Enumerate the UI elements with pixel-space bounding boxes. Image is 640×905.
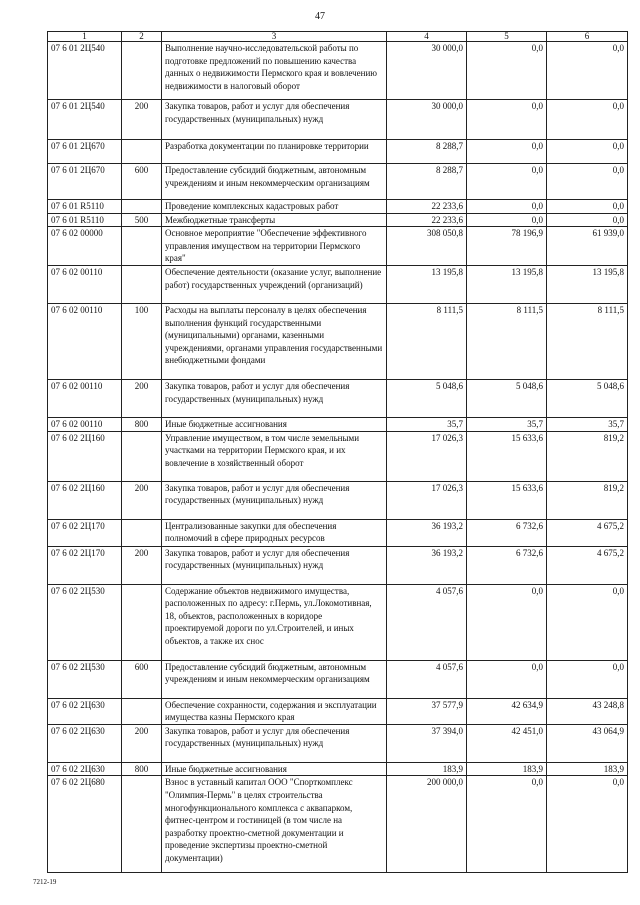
table-row [48, 200, 628, 214]
row-value-col6: 61 939,0 [547, 227, 628, 266]
table-row [48, 140, 628, 164]
row-code: 07 6 01 2Ц670 [48, 164, 122, 200]
table-row [48, 213, 628, 227]
row-value-col4: 4 057,6 [387, 660, 467, 698]
row-expense-type [122, 265, 162, 303]
table-row [48, 481, 628, 519]
row-code: 07 6 01 2Ц670 [48, 140, 122, 164]
table-row [48, 417, 628, 431]
row-name: Иные бюджетные ассигнования [162, 417, 387, 431]
row-name: Взнос в уставный капитал ООО "Спорткомплекс "Олимпия-Пермь" в целях строительства многофункционального комплекса с аквапарком, фитнес-центром и гостиницей (в том числе на разработку проектно-сметной документации и проведение экспертизы проектно-сметной документации) [162, 776, 387, 873]
row-value-col4: 22 233,6 [387, 200, 467, 214]
row-expense-type: 200 [122, 481, 162, 519]
row-value-col4: 183,9 [387, 762, 467, 776]
table-row [48, 762, 628, 776]
row-expense-type: 600 [122, 164, 162, 200]
row-value-col5: 78 196,9 [467, 227, 547, 266]
row-code: 07 6 02 2Ц160 [48, 431, 122, 481]
row-code: 07 6 02 2Ц160 [48, 481, 122, 519]
row-code: 07 6 02 2Ц530 [48, 660, 122, 698]
row-code: 07 6 02 00110 [48, 265, 122, 303]
row-value-col4: 22 233,6 [387, 213, 467, 227]
row-value-col4: 37 577,9 [387, 698, 467, 724]
row-name: Межбюджетные трансферты [162, 213, 387, 227]
row-name: Предоставление субсидий бюджетным, автономным учреждениям и иным некоммерческим организациям [162, 164, 387, 200]
row-value-col5: 0,0 [467, 584, 547, 660]
row-expense-type: 800 [122, 762, 162, 776]
row-code: 07 6 01 2Ц540 [48, 100, 122, 140]
row-name: Выполнение научно-исследовательской работы по подготовке предложений по повышению качества данных о недвижимости Пермского края и вовлечению недвижимости в налоговый оборот [162, 42, 387, 100]
row-value-col5: 0,0 [467, 200, 547, 214]
row-name: Основное мероприятие "Обеспечение эффективного управления имуществом на территории Пермского края" [162, 227, 387, 266]
row-expense-type: 200 [122, 724, 162, 762]
row-expense-type: 800 [122, 417, 162, 431]
row-name: Разработка документации по планировке территории [162, 140, 387, 164]
row-value-col4: 30 000,0 [387, 100, 467, 140]
row-expense-type: 600 [122, 660, 162, 698]
row-value-col5: 15 633,6 [467, 431, 547, 481]
row-value-col6: 4 675,2 [547, 519, 628, 546]
row-value-col6: 0,0 [547, 776, 628, 873]
row-name: Централизованные закупки для обеспечения полномочий в сфере природных ресурсов [162, 519, 387, 546]
row-expense-type [122, 42, 162, 100]
row-code: 07 6 01 2Ц540 [48, 42, 122, 100]
row-value-col4: 17 026,3 [387, 431, 467, 481]
row-value-col4: 35,7 [387, 417, 467, 431]
row-name: Расходы на выплаты персоналу в целях обеспечения выполнения функций государственными (муниципальными) органами, казенными учреждениями, органами управления государственными внебюджетными фондами [162, 303, 387, 379]
page-number: 47 [315, 11, 325, 22]
row-expense-type [122, 140, 162, 164]
row-value-col4: 308 050,8 [387, 227, 467, 266]
row-value-col6: 819,2 [547, 481, 628, 519]
row-expense-type: 200 [122, 100, 162, 140]
row-name: Содержание объектов недвижимого имущества, расположенных по адресу: г.Пермь, ул.Локомотивная, 18, объектов, расположенных в коридоре проектируемой дороги по ул.Строителей, и иных объектов, а также их снос [162, 584, 387, 660]
header-col-5: 5 [467, 32, 547, 42]
row-value-col6: 183,9 [547, 762, 628, 776]
row-name: Иные бюджетные ассигнования [162, 762, 387, 776]
row-expense-type: 200 [122, 546, 162, 584]
row-expense-type [122, 200, 162, 214]
table-row [48, 42, 628, 100]
row-value-col5: 35,7 [467, 417, 547, 431]
row-code: 07 6 02 2Ц170 [48, 519, 122, 546]
row-value-col5: 6 732,6 [467, 519, 547, 546]
table-row [48, 519, 628, 546]
header-col-6: 6 [547, 32, 628, 42]
row-value-col6: 5 048,6 [547, 379, 628, 417]
row-name: Управление имуществом, в том числе земельными участками на территории Пермского края, и их вовлечение в хозяйственный оборот [162, 431, 387, 481]
row-value-col4: 8 288,7 [387, 140, 467, 164]
row-value-col4: 36 193,2 [387, 519, 467, 546]
row-expense-type: 200 [122, 379, 162, 417]
row-value-col6: 0,0 [547, 140, 628, 164]
row-value-col5: 8 111,5 [467, 303, 547, 379]
row-value-col4: 4 057,6 [387, 584, 467, 660]
row-value-col6: 8 111,5 [547, 303, 628, 379]
document-code: 7212-19 [33, 878, 57, 886]
header-row [48, 32, 628, 42]
row-expense-type: 100 [122, 303, 162, 379]
row-value-col5: 0,0 [467, 100, 547, 140]
table-row [48, 379, 628, 417]
row-value-col4: 30 000,0 [387, 42, 467, 100]
row-value-col5: 0,0 [467, 776, 547, 873]
row-expense-type [122, 584, 162, 660]
row-value-col6: 43 248,8 [547, 698, 628, 724]
row-value-col4: 13 195,8 [387, 265, 467, 303]
row-name: Закупка товаров, работ и услуг для обеспечения государственных (муниципальных) нужд [162, 724, 387, 762]
row-value-col5: 0,0 [467, 42, 547, 100]
table-row [48, 584, 628, 660]
row-name: Обеспечение деятельности (оказание услуг, выполнение работ) государственных учреждений (организаций) [162, 265, 387, 303]
row-code: 07 6 02 00110 [48, 379, 122, 417]
row-value-col4: 17 026,3 [387, 481, 467, 519]
header-col-1: 1 [48, 32, 122, 42]
row-value-col5: 0,0 [467, 660, 547, 698]
row-code: 07 6 02 2Ц170 [48, 546, 122, 584]
row-code: 07 6 02 2Ц630 [48, 762, 122, 776]
row-value-col6: 4 675,2 [547, 546, 628, 584]
row-value-col4: 37 394,0 [387, 724, 467, 762]
table-row [48, 660, 628, 698]
table-row [48, 164, 628, 200]
row-value-col6: 0,0 [547, 584, 628, 660]
header-col-3: 3 [162, 32, 387, 42]
row-expense-type [122, 519, 162, 546]
table-row [48, 265, 628, 303]
table-row [48, 546, 628, 584]
row-value-col6: 35,7 [547, 417, 628, 431]
row-name: Закупка товаров, работ и услуг для обеспечения государственных (муниципальных) нужд [162, 481, 387, 519]
row-name: Проведение комплексных кадастровых работ [162, 200, 387, 214]
row-code: 07 6 02 00110 [48, 417, 122, 431]
row-value-col5: 42 451,0 [467, 724, 547, 762]
row-value-col6: 0,0 [547, 42, 628, 100]
row-value-col6: 0,0 [547, 200, 628, 214]
row-name: Предоставление субсидий бюджетным, автономным учреждениям и иным некоммерческим организациям [162, 660, 387, 698]
row-code: 07 6 01 R5110 [48, 213, 122, 227]
row-code: 07 6 01 R5110 [48, 200, 122, 214]
table-row [48, 724, 628, 762]
row-code: 07 6 02 2Ц630 [48, 724, 122, 762]
row-expense-type [122, 227, 162, 266]
row-expense-type [122, 431, 162, 481]
row-code: 07 6 02 00000 [48, 227, 122, 266]
row-value-col6: 43 064,9 [547, 724, 628, 762]
row-code: 07 6 02 2Ц680 [48, 776, 122, 873]
row-value-col4: 36 193,2 [387, 546, 467, 584]
row-value-col6: 0,0 [547, 660, 628, 698]
row-value-col5: 0,0 [467, 164, 547, 200]
budget-table [47, 31, 628, 873]
header-col-2: 2 [122, 32, 162, 42]
table-row [48, 776, 628, 873]
row-value-col5: 0,0 [467, 213, 547, 227]
table-row [48, 303, 628, 379]
row-name: Закупка товаров, работ и услуг для обеспечения государственных (муниципальных) нужд [162, 100, 387, 140]
row-value-col5: 15 633,6 [467, 481, 547, 519]
row-expense-type [122, 698, 162, 724]
row-code: 07 6 02 2Ц630 [48, 698, 122, 724]
row-expense-type: 500 [122, 213, 162, 227]
row-value-col4: 8 288,7 [387, 164, 467, 200]
header-col-4: 4 [387, 32, 467, 42]
row-value-col6: 0,0 [547, 100, 628, 140]
row-code: 07 6 02 00110 [48, 303, 122, 379]
row-value-col6: 0,0 [547, 213, 628, 227]
row-value-col5: 6 732,6 [467, 546, 547, 584]
table-row [48, 100, 628, 140]
table-row [48, 431, 628, 481]
row-value-col5: 42 634,9 [467, 698, 547, 724]
row-name: Обеспечение сохранности, содержания и эксплуатации имущества казны Пермского края [162, 698, 387, 724]
row-value-col5: 183,9 [467, 762, 547, 776]
row-value-col6: 13 195,8 [547, 265, 628, 303]
row-name: Закупка товаров, работ и услуг для обеспечения государственных (муниципальных) нужд [162, 546, 387, 584]
row-value-col5: 5 048,6 [467, 379, 547, 417]
table-row [48, 698, 628, 724]
row-name: Закупка товаров, работ и услуг для обеспечения государственных (муниципальных) нужд [162, 379, 387, 417]
row-value-col4: 8 111,5 [387, 303, 467, 379]
row-value-col5: 13 195,8 [467, 265, 547, 303]
row-value-col4: 200 000,0 [387, 776, 467, 873]
table-row [48, 227, 628, 266]
row-value-col6: 819,2 [547, 431, 628, 481]
row-expense-type [122, 776, 162, 873]
row-code: 07 6 02 2Ц530 [48, 584, 122, 660]
row-value-col4: 5 048,6 [387, 379, 467, 417]
row-value-col5: 0,0 [467, 140, 547, 164]
row-value-col6: 0,0 [547, 164, 628, 200]
